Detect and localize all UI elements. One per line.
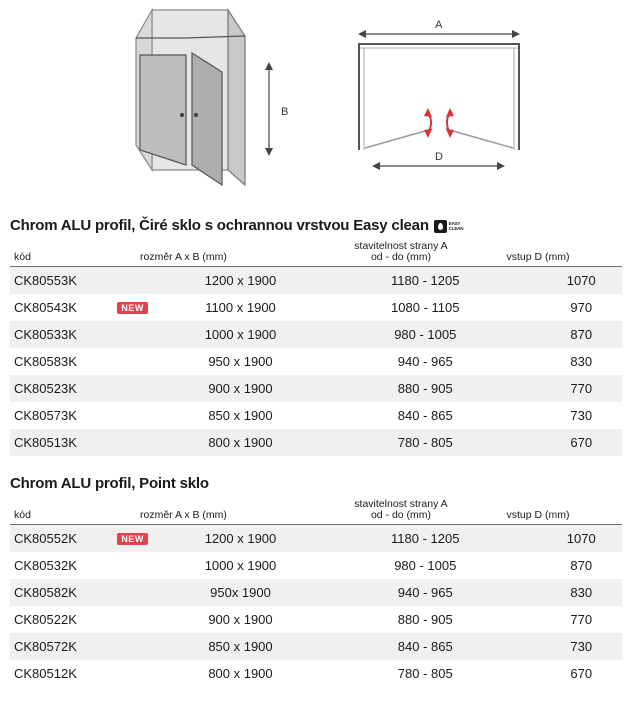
cell-size: 1000 x 1900 [204,327,277,342]
cell-adjustability: 840 - 865 [397,639,453,654]
cell-size: 900 x 1900 [208,612,273,627]
cell-code: CK80583K [14,354,77,369]
cell-entry: 730 [570,408,593,423]
cell-size: 950 x 1900 [208,354,273,369]
section-title [10,473,622,495]
table-row [10,294,622,321]
table-row [10,660,622,687]
cell-code: CK80512K [14,666,77,681]
cell-size: 1200 x 1900 [204,531,277,546]
header-adjustability [312,499,490,521]
header-entry: vstup D (mm) [506,251,570,263]
table-row [10,375,622,402]
cell-adjustability: 1180 - 1205 [391,273,460,288]
section-title-text: Chrom ALU profil, Čiré sklo s ochrannou vrstvou Easy clean [10,217,429,234]
cell-code: CK80533K [14,327,77,342]
badge-text-clean: CLEAN [448,226,464,231]
cell-adjustability: 780 - 805 [397,435,453,450]
cell-entry: 770 [570,381,593,396]
header-size: rozměr A x B (mm) [140,251,227,263]
cell-size: 900 x 1900 [208,381,273,396]
table-body [10,525,622,687]
cell-size: 850 x 1900 [208,408,273,423]
b-dimension [265,62,273,156]
new-badge: NEW [117,533,148,545]
cell-entry: 830 [570,585,593,600]
table-row [10,552,622,579]
table-row [10,267,622,294]
cell-size: 1200 x 1900 [204,273,277,288]
table-row [10,348,622,375]
cell-entry: 670 [570,435,593,450]
cell-entry: 970 [570,300,593,315]
cell-size: 1100 x 1900 [205,300,276,315]
cell-adjustability: 840 - 865 [397,408,453,423]
cell-code: CK80552K [14,531,77,546]
section-title-text: Chrom ALU profil, Point sklo [10,475,209,492]
cell-size: 850 x 1900 [208,639,273,654]
label-b: B [281,106,289,118]
cell-new [117,302,171,314]
cell-size: 950x 1900 [210,585,271,600]
cell-adjustability: 980 - 1005 [394,558,457,573]
header-adj-line2: od - do (mm) [370,251,432,263]
label-a: A [435,19,443,31]
cell-adjustability: 980 - 1005 [394,327,457,342]
cell-adjustability: 780 - 805 [397,666,453,681]
easy-clean-badge [434,220,464,233]
cell-code: CK80523K [14,381,77,396]
cell-adjustability: 940 - 965 [397,585,453,600]
header-adj-line1: stavitelnost strany A [354,240,448,252]
cell-entry: 830 [570,354,593,369]
cell-adjustability: 880 - 905 [397,612,453,627]
cell-entry: 870 [570,558,593,573]
cell-entry: 1070 [566,273,596,288]
badge-text-easy: EASY [448,221,461,226]
product-diagrams [0,0,632,205]
header-adj-line2: od - do (mm) [370,509,432,521]
new-badge: NEW [117,302,148,314]
perspective-diagram [136,10,245,185]
cell-code: CK80582K [14,585,77,600]
header-size: rozměr A x B (mm) [140,509,227,521]
cell-entry: 770 [570,612,593,627]
header-adj-line1: stavitelnost strany A [354,498,448,510]
header-code: kód [14,251,31,263]
header-adjustability [312,241,490,263]
table-row [10,633,622,660]
cell-adjustability: 940 - 965 [397,354,453,369]
cell-code: CK80513K [14,435,77,450]
cell-code: CK80532K [14,558,77,573]
label-d: D [435,151,443,163]
cell-entry: 870 [570,327,593,342]
table-header [10,495,622,525]
table-row [10,321,622,348]
cell-entry: 670 [570,666,593,681]
cell-size: 1000 x 1900 [204,558,277,573]
plan-diagram [358,30,520,170]
table-row [10,606,622,633]
section-point-glass [10,473,622,687]
cell-code: CK80573K [14,408,77,423]
cell-code: CK80553K [14,273,77,288]
water-drop-icon [434,220,447,233]
cell-code: CK80543K [14,300,77,315]
table-row [10,525,622,552]
table-row [10,402,622,429]
section-clear-glass [10,215,622,456]
cell-size: 800 x 1900 [208,435,273,450]
table-row [10,579,622,606]
cell-size: 800 x 1900 [208,666,273,681]
cell-adjustability: 1180 - 1205 [391,531,460,546]
table-row [10,429,622,456]
cell-code: CK80572K [14,639,77,654]
table-header [10,237,622,267]
cell-new [117,533,171,545]
cell-entry: 730 [570,639,593,654]
section-title [10,215,622,237]
cell-code: CK80522K [14,612,77,627]
cell-adjustability: 880 - 905 [397,381,453,396]
cell-adjustability: 1080 - 1105 [391,300,460,315]
swing-arrows [424,108,454,138]
cell-entry: 1070 [566,531,596,546]
table-body [10,267,622,456]
header-entry: vstup D (mm) [506,509,570,521]
header-code: kód [14,509,31,521]
